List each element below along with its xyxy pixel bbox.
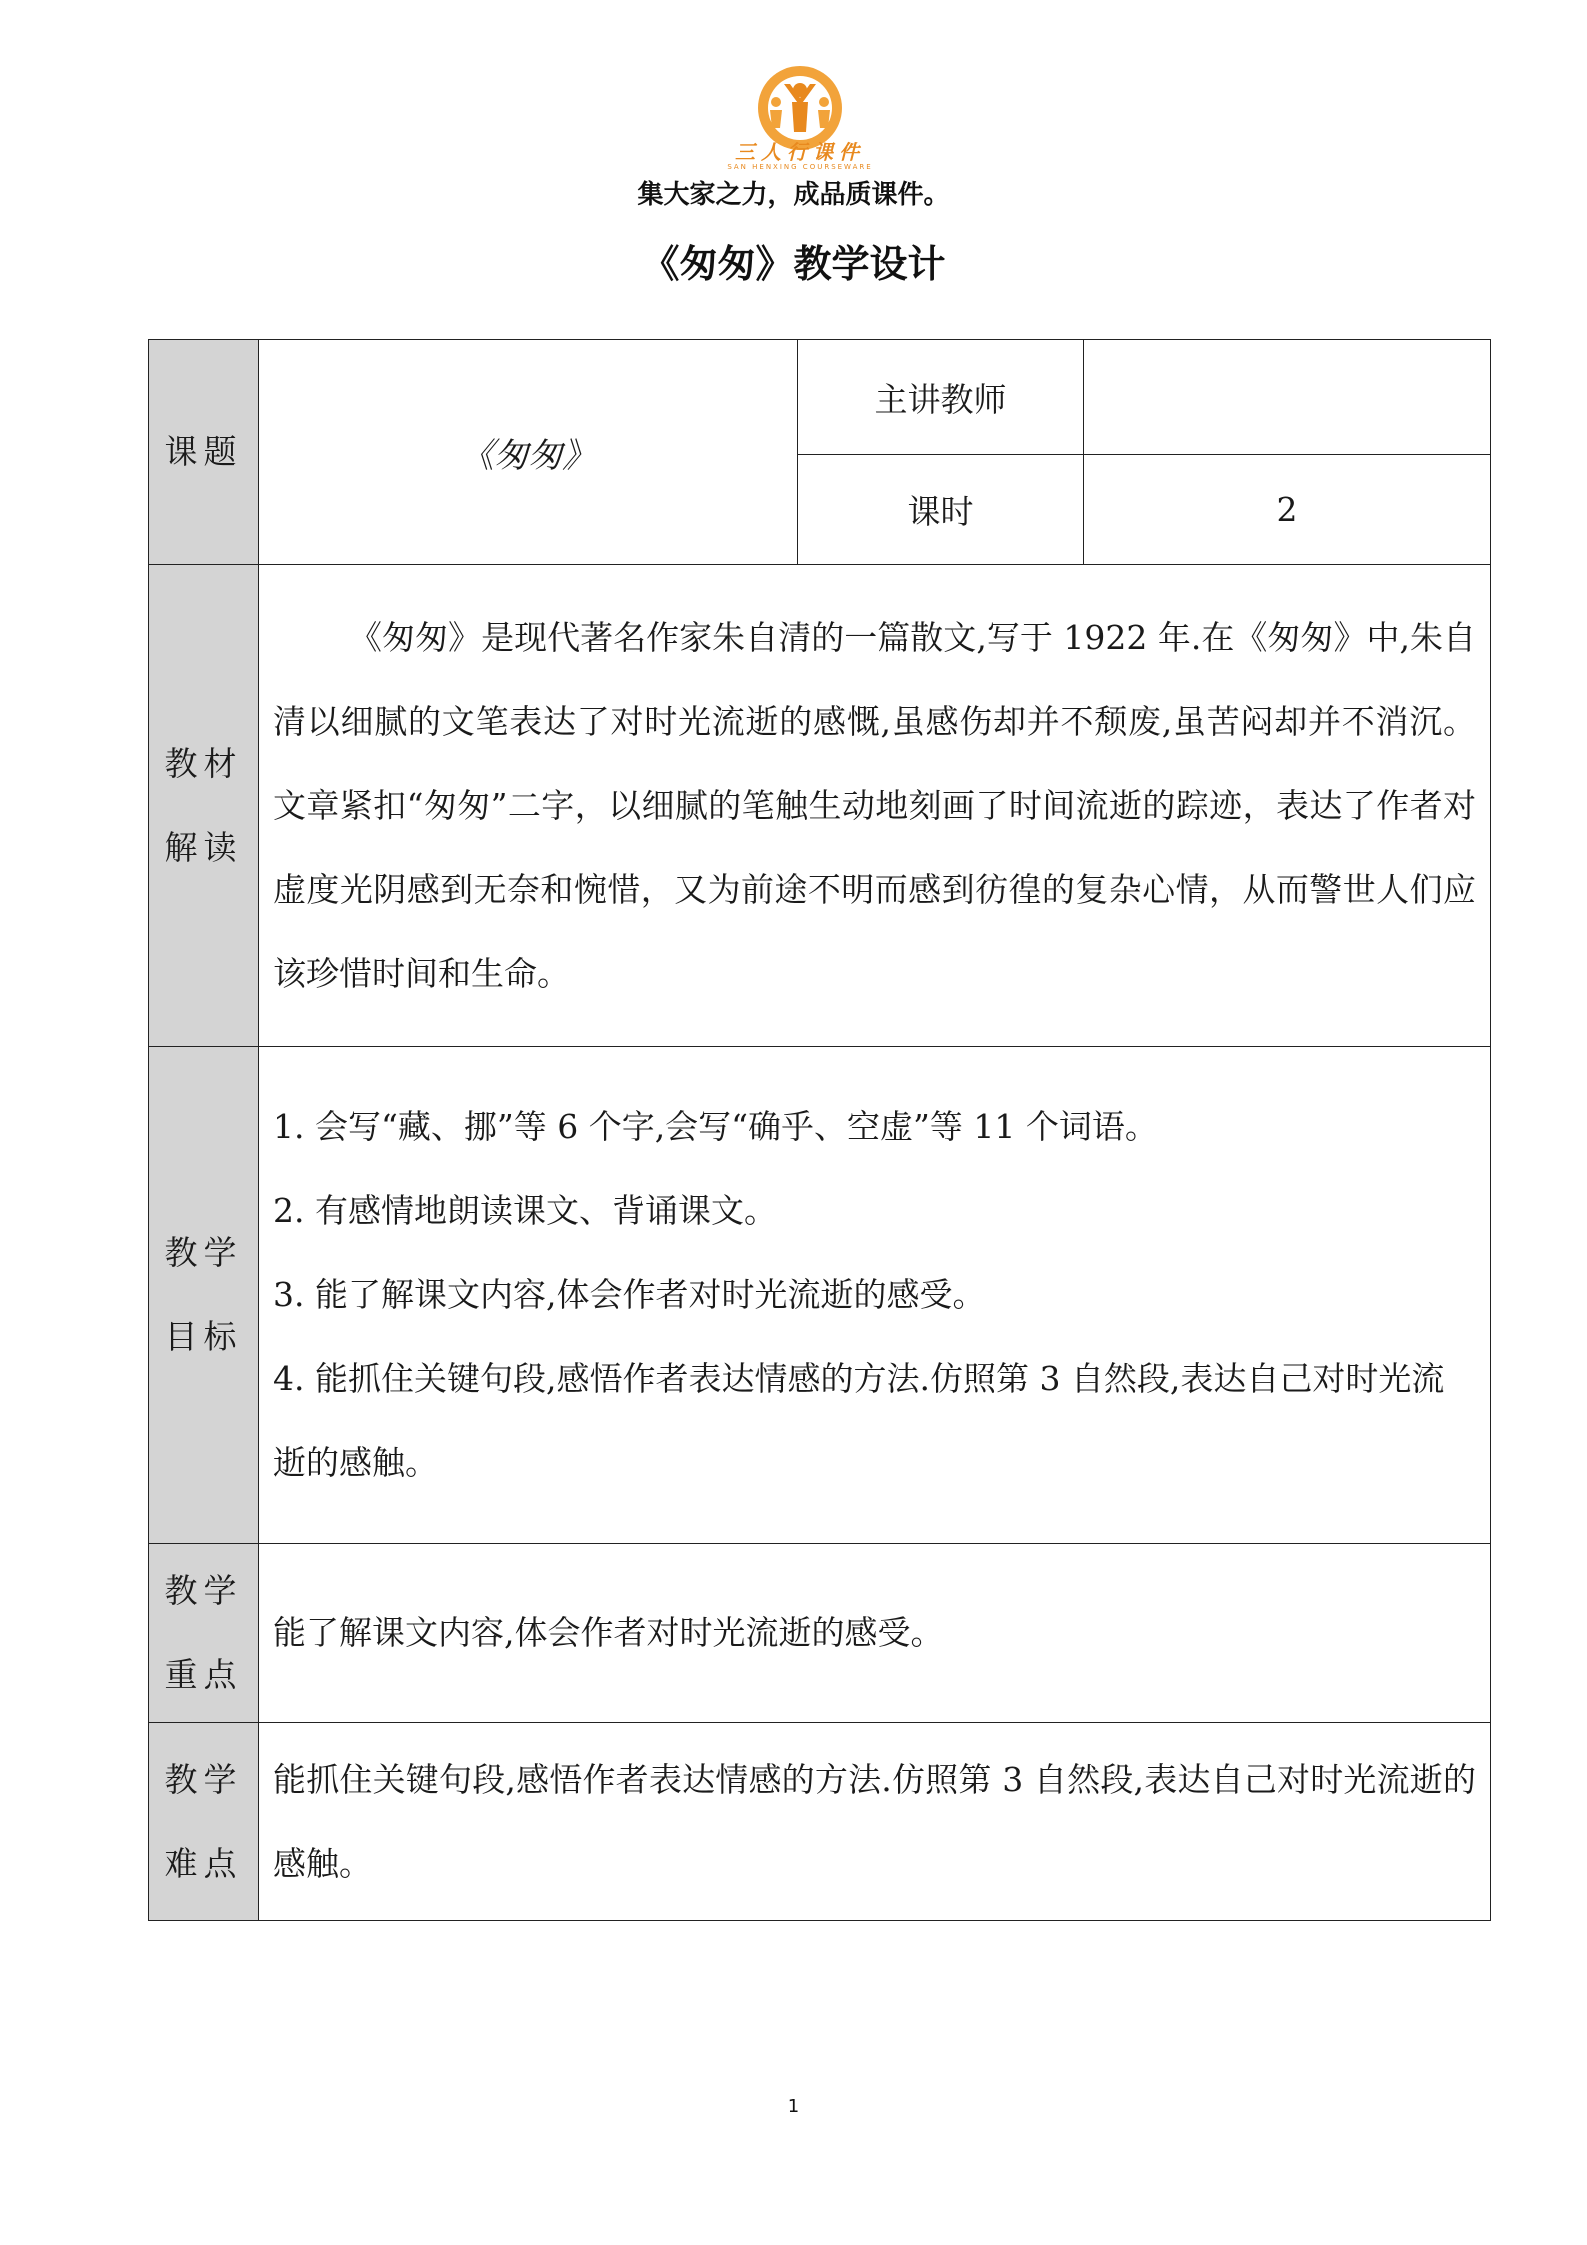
goal-item: 3. 能了解课文内容,体会作者对时光流逝的感受。 bbox=[273, 1275, 986, 1314]
topic-value-cell bbox=[259, 340, 798, 565]
topic-value: 《匆匆》 bbox=[460, 435, 596, 476]
hours-value: 2 bbox=[1084, 455, 1491, 565]
material-text: 《匆匆》是现代著名作家朱自清的一篇散文,写于 1922 年.在《匆匆》中,朱自清以细腻的文笔表达了对时光流逝的感慨,虽感伤却并不颓废,虽苦闷却并不消沉。文章紧扣“匆匆”二字，以细腻的笔触生动地刻画了时间流逝的踪迹，表达了作者对虚度光阴感到无奈和惋惜，又为前途不明而感到彷徨的复杂心情，从而警世人们应该珍惜时间和生命。 bbox=[273, 617, 1476, 993]
document-title: 《匆匆》教学设计 bbox=[641, 242, 946, 286]
difficulties-text: 能抓住关键句段,感悟作者表达情感的方法.仿照第 3 自然段,表达自己对时光流逝的感触。 bbox=[273, 1759, 1476, 1883]
logo-english-name: SAN HENXING COURSEWARE bbox=[727, 163, 873, 171]
difficulties-label: 教学 难点 bbox=[149, 1723, 259, 1921]
goals-label: 教学 目标 bbox=[149, 1047, 259, 1544]
teacher-value bbox=[1084, 340, 1491, 455]
teacher-label: 主讲教师 bbox=[798, 340, 1084, 455]
key-points-text: 能了解课文内容,体会作者对时光流逝的感受。 bbox=[273, 1613, 944, 1652]
goal-item: 2. 有感情地朗读课文、背诵课文。 bbox=[273, 1191, 777, 1230]
goals-content bbox=[259, 1047, 1491, 1544]
material-label: 教材 解读 bbox=[149, 565, 259, 1047]
page-number: 1 bbox=[787, 2096, 800, 2117]
goal-item: 1. 会写“藏、挪”等 6 个字,会写“确乎、空虚”等 11 个词语。 bbox=[273, 1107, 1158, 1146]
slogan: 集大家之力，成品质课件。 bbox=[637, 180, 950, 210]
lesson-plan-table bbox=[148, 339, 1491, 1921]
key-points-content bbox=[259, 1544, 1491, 1723]
key-points-label: 教学 重点 bbox=[149, 1544, 259, 1723]
logo-name: 三人行课件 bbox=[735, 140, 865, 164]
difficulties-content bbox=[259, 1723, 1491, 1921]
goal-item: 4. 能抓住关键句段,感悟作者表达情感的方法.仿照第 3 自然段,表达自己对时光流逝的感触。 bbox=[273, 1359, 1445, 1482]
topic-label: 课题 bbox=[149, 340, 259, 565]
hours-label: 课时 bbox=[798, 455, 1084, 565]
material-content bbox=[259, 565, 1491, 1047]
